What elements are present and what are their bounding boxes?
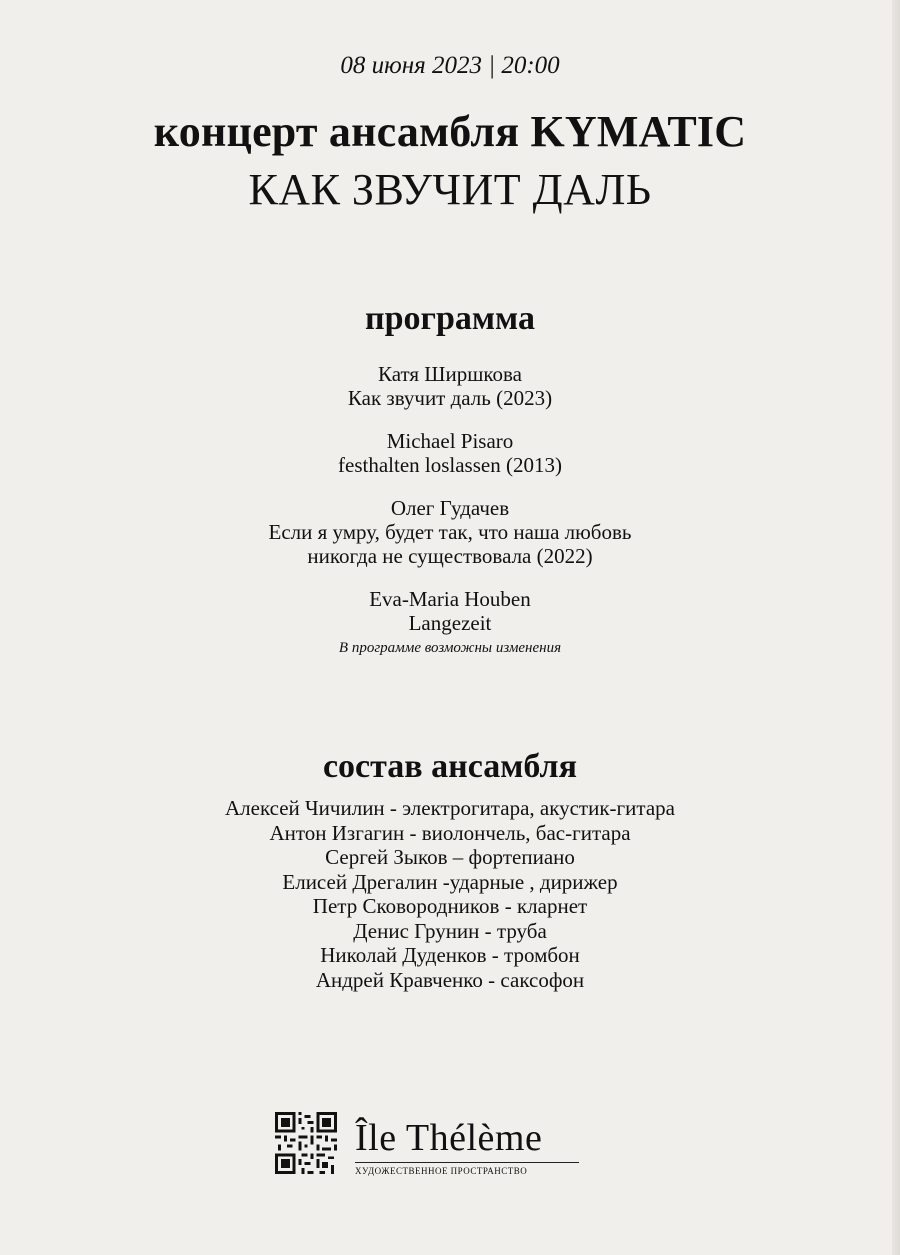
program-list <box>0 362 900 654</box>
venue-footer <box>275 1112 579 1176</box>
program-item <box>0 496 900 568</box>
program-item <box>0 587 900 635</box>
concert-title: концерт ансамбля KYMATIC <box>153 107 747 156</box>
ensemble-heading: состав ансамбля <box>322 748 578 785</box>
concert-subtitle: КАК ЗВУЧИТ ДАЛЬ <box>248 165 652 214</box>
brand-divider <box>355 1162 579 1163</box>
ensemble-member: Николай Дуденков - тромбон <box>320 943 580 967</box>
ensemble-member: Алексей Чичилин - электрогитара, акустик-гитара <box>225 796 675 820</box>
composer-name: Eva-Maria Houben <box>369 587 531 611</box>
venue-brand <box>355 1112 579 1176</box>
program-item <box>0 362 900 410</box>
composer-name: Олег Гудачев <box>390 496 510 520</box>
program-change-note: В программе возможны изменения <box>338 640 562 656</box>
work-title: festhalten loslassen (2013) <box>338 453 562 477</box>
qr-code-icon <box>275 1112 337 1174</box>
composer-name: Катя Ширшкова <box>377 362 522 386</box>
ensemble-member: Андрей Кравченко - саксофон <box>315 967 585 992</box>
work-title-continued: никогда не существовала (2022) <box>307 544 593 568</box>
ensemble-member: Антон Изгагин - виолончель, бас-гитара <box>269 820 631 845</box>
program-heading: программа <box>365 300 535 337</box>
work-title: Как звучит даль (2023) <box>347 386 553 410</box>
composer-name: Michael Pisaro <box>386 429 514 453</box>
ensemble-list <box>0 796 900 992</box>
work-title: Langezeit <box>408 611 492 635</box>
venue-subtitle: ХУДОЖЕСТВЕННОЕ ПРОСТРАНСТВО <box>355 1166 528 1176</box>
ensemble-member: Елисей Дрегалин -ударные , дирижер <box>282 869 618 894</box>
date-time: 08 июня 2023 | 20:00 <box>340 52 560 79</box>
ensemble-member: Сергей Зыков – фортепиано <box>325 845 575 869</box>
work-title: Если я умру, будет так, что наша любовь <box>268 520 632 544</box>
venue-name: Île Thélème <box>355 1117 543 1159</box>
ensemble-member: Денис Грунин - труба <box>353 918 547 943</box>
program-item <box>0 429 900 477</box>
ensemble-member: Петр Сковородников - кларнет <box>312 894 588 918</box>
